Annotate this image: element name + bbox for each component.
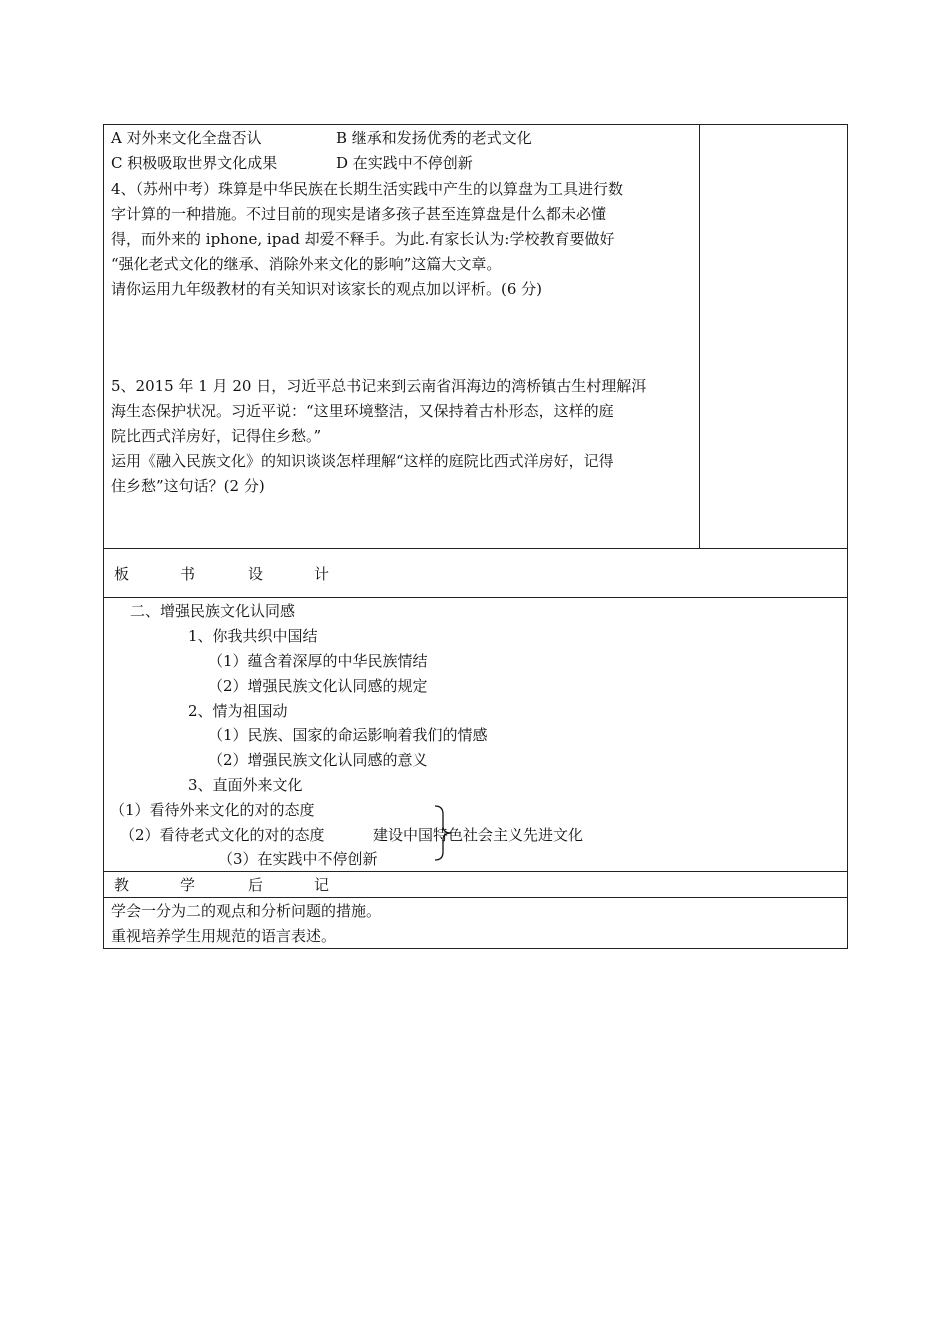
question-4-line: “强化老式文化的继承、消除外来文化的影响”这篇大文章。 bbox=[111, 255, 502, 273]
board-item-2-1: （1）民族、国家的命运影响着我们的情感 bbox=[208, 726, 488, 744]
board-item-1-2: （2）增强民族文化认同感的规定 bbox=[208, 677, 428, 695]
question-5-line: 运用《融入民族文化》的知识谈谈怎样理解“这样的庭院比西式洋房好，记得 bbox=[111, 452, 614, 470]
option-d: D 在实践中不停创新 bbox=[336, 154, 473, 172]
board-item-3-3: （3）在实践中不停创新 bbox=[218, 850, 378, 868]
question-4-line: 得，而外来的 iphone, ipad 却爱不释手。为此.有家长认为:学校教育要做好 bbox=[111, 230, 615, 248]
board-item-3-2: （2）看待老式文化的对的态度 bbox=[120, 826, 325, 844]
board-item-3-target: 建设中国特色社会主义先进文化 bbox=[373, 826, 584, 844]
board-design-header-char: 板 bbox=[114, 565, 130, 583]
question-4-line: 4、（苏州中考）珠算是中华民族在长期生活实践中产生的以算盘为工具进行数 bbox=[111, 180, 624, 198]
reflection-header-char: 记 bbox=[314, 876, 330, 894]
reflection-header-cell bbox=[103, 871, 848, 898]
board-section-2: 2、情为祖国动 bbox=[188, 702, 288, 720]
board-heading: 二、增强民族文化认同感 bbox=[130, 602, 296, 620]
board-item-1-1: （1）蕴含着深厚的中华民族情结 bbox=[208, 652, 428, 670]
reflection-header-char: 后 bbox=[248, 876, 264, 894]
board-design-header-char: 书 bbox=[180, 565, 196, 583]
board-item-2-2: （2）增强民族文化认同感的意义 bbox=[208, 751, 428, 769]
board-design-header-char: 计 bbox=[314, 565, 330, 583]
board-section-3: 3、直面外来文化 bbox=[188, 776, 303, 794]
reflection-header-char: 教 bbox=[114, 876, 130, 894]
exercise-side-cell bbox=[699, 124, 848, 549]
board-design-header-cell bbox=[103, 548, 848, 598]
question-5-line: 院比西式洋房好，记得住乡愁。” bbox=[111, 427, 322, 445]
question-4-line: 请你运用九年级教材的有关知识对该家长的观点加以评析。(6 分) bbox=[111, 280, 543, 298]
board-design-header-char: 设 bbox=[248, 565, 264, 583]
reflection-header-char: 学 bbox=[180, 876, 196, 894]
right-brace-icon bbox=[433, 804, 455, 862]
reflection-line-1: 学会一分为二的观点和分析问题的措施。 bbox=[111, 902, 382, 920]
board-section-1: 1、你我共织中国结 bbox=[188, 627, 318, 645]
question-5-line: 住乡愁”这句话？(2 分) bbox=[111, 477, 265, 495]
question-4-line: 字计算的一种措施。不过目前的现实是诸多孩子甚至连算盘是什么都未必懂 bbox=[111, 205, 607, 223]
option-b: B 继承和发扬优秀的老式文化 bbox=[336, 129, 532, 147]
board-item-3-1: （1）看待外来文化的对的态度 bbox=[110, 801, 315, 819]
reflection-line-2: 重视培养学生用规范的语言表述。 bbox=[111, 927, 337, 945]
option-c: C 积极吸取世界文化成果 bbox=[111, 154, 278, 172]
option-a: A 对外来文化全盘否认 bbox=[111, 129, 262, 147]
question-5-line: 海生态保护状况。习近平说：“这里环境整洁，又保持着古朴形态，这样的庭 bbox=[111, 402, 614, 420]
question-5-line: 5、2015 年 1 月 20 日，习近平总书记来到云南省洱海边的湾桥镇古生村理解洱 bbox=[111, 377, 647, 395]
